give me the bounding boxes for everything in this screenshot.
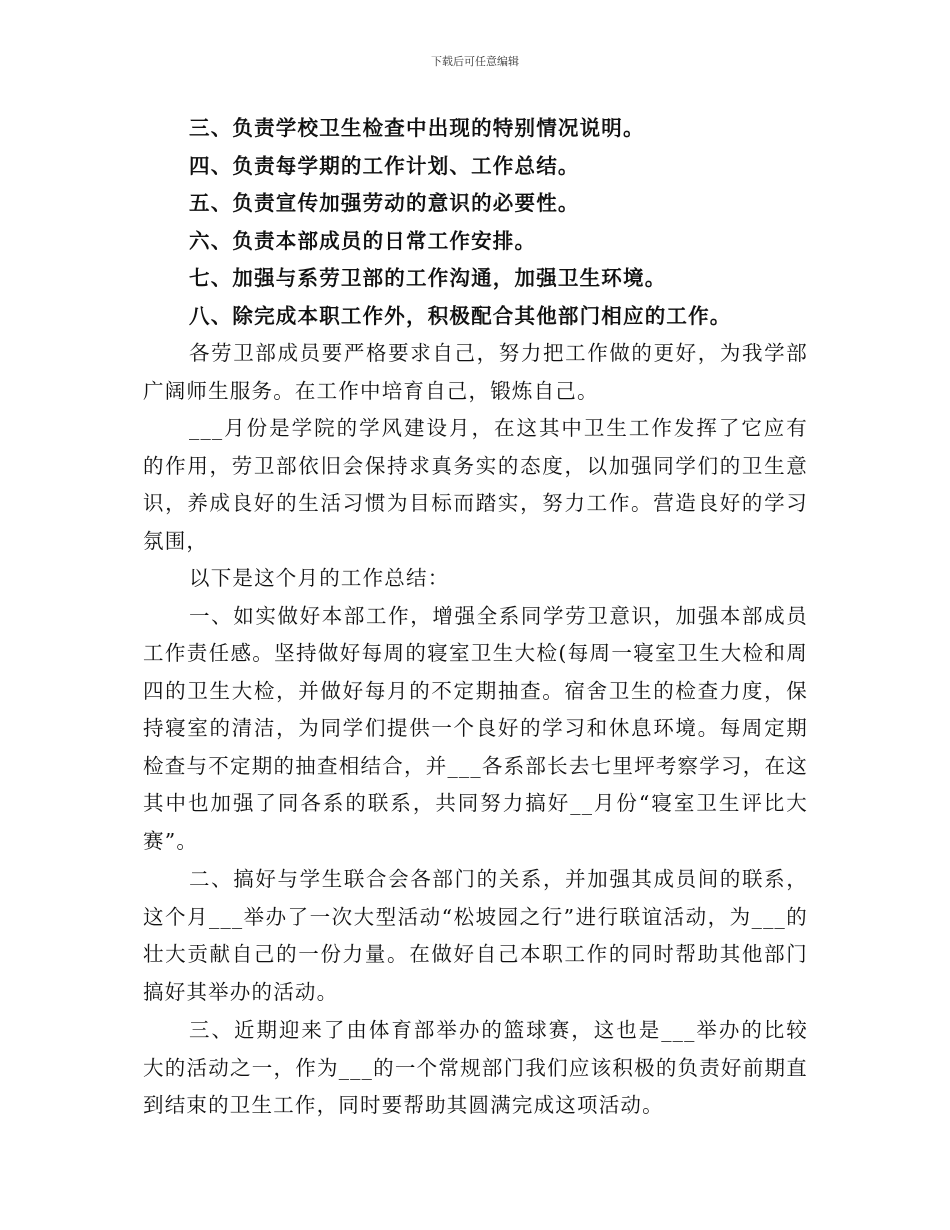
list-item-5: 五、负责宣传加强劳动的意识的必要性。 — [189, 191, 580, 215]
list-item-3: 三、负责学校卫生检查中出现的特别情况说明。 — [189, 116, 645, 140]
paragraph-summary-1: 一、如实做好本部工作，增强全系同学劳卫意识，加强本部成员工作责任感。坚持做好每周的寝室卫生大检(每周一寝室卫生大检和周四的卫生大检，并做好每月的不定期抽查。宿舍卫生的检查力度，保持寝室的清洁，为同学们提供一个良好的学习和休息环境。每周定期检查与不定期的抽查相结合，并___各系部长去七里坪考察学习，在这其中也加强了同各系的联系，共同努力搞好__月份“寝室卫生评比大赛”。 — [143, 603, 808, 853]
document-body — [143, 110, 808, 1125]
paragraph-month-intro: ___月份是学院的学风建设月，在这其中卫生工作发挥了它应有的作用，劳卫部依旧会保持求真务实的态度，以加强同学们的卫生意识，养成良好的生活习惯为目标而踏实，努力工作。营造良好的学习氛围， — [143, 416, 808, 553]
paragraph-summary-lead: 以下是这个月的工作总结： — [189, 566, 450, 590]
paragraph-summary-2: 二、搞好与学生联合会各部门的关系，并加强其成员间的联系，这个月___举办了一次大型活动“松坡园之行”进行联谊活动，为___的壮大贡献自己的一份力量。在做好自己本职工作的同时帮助其他部门搞好其举办的活动。 — [143, 867, 808, 1004]
page-header: 下载后可任意编辑 — [431, 55, 519, 68]
paragraph-summary-3: 三、近期迎来了由体育部举办的篮球赛，这也是___举办的比较大的活动之一，作为___的一个常规部门我们应该积极的负责好前期直到结束的卫生工作，同时要帮助其圆满完成这项活动。 — [143, 1018, 808, 1117]
list-item-8: 八、除完成本职工作外，积极配合其他部门相应的工作。 — [189, 303, 732, 328]
list-item-7: 七、加强与系劳卫部的工作沟通，加强卫生环境。 — [189, 266, 667, 290]
list-item-6: 六、负责本部成员的日常工作安排。 — [189, 228, 537, 253]
paragraph-members: 各劳卫部成员要严格要求自己，努力把工作做的更好，为我学部广阔师生服务。在工作中培育自己，锻炼自己。 — [143, 341, 808, 403]
list-item-4: 四、负责每学期的工作计划、工作总结。 — [189, 153, 580, 178]
